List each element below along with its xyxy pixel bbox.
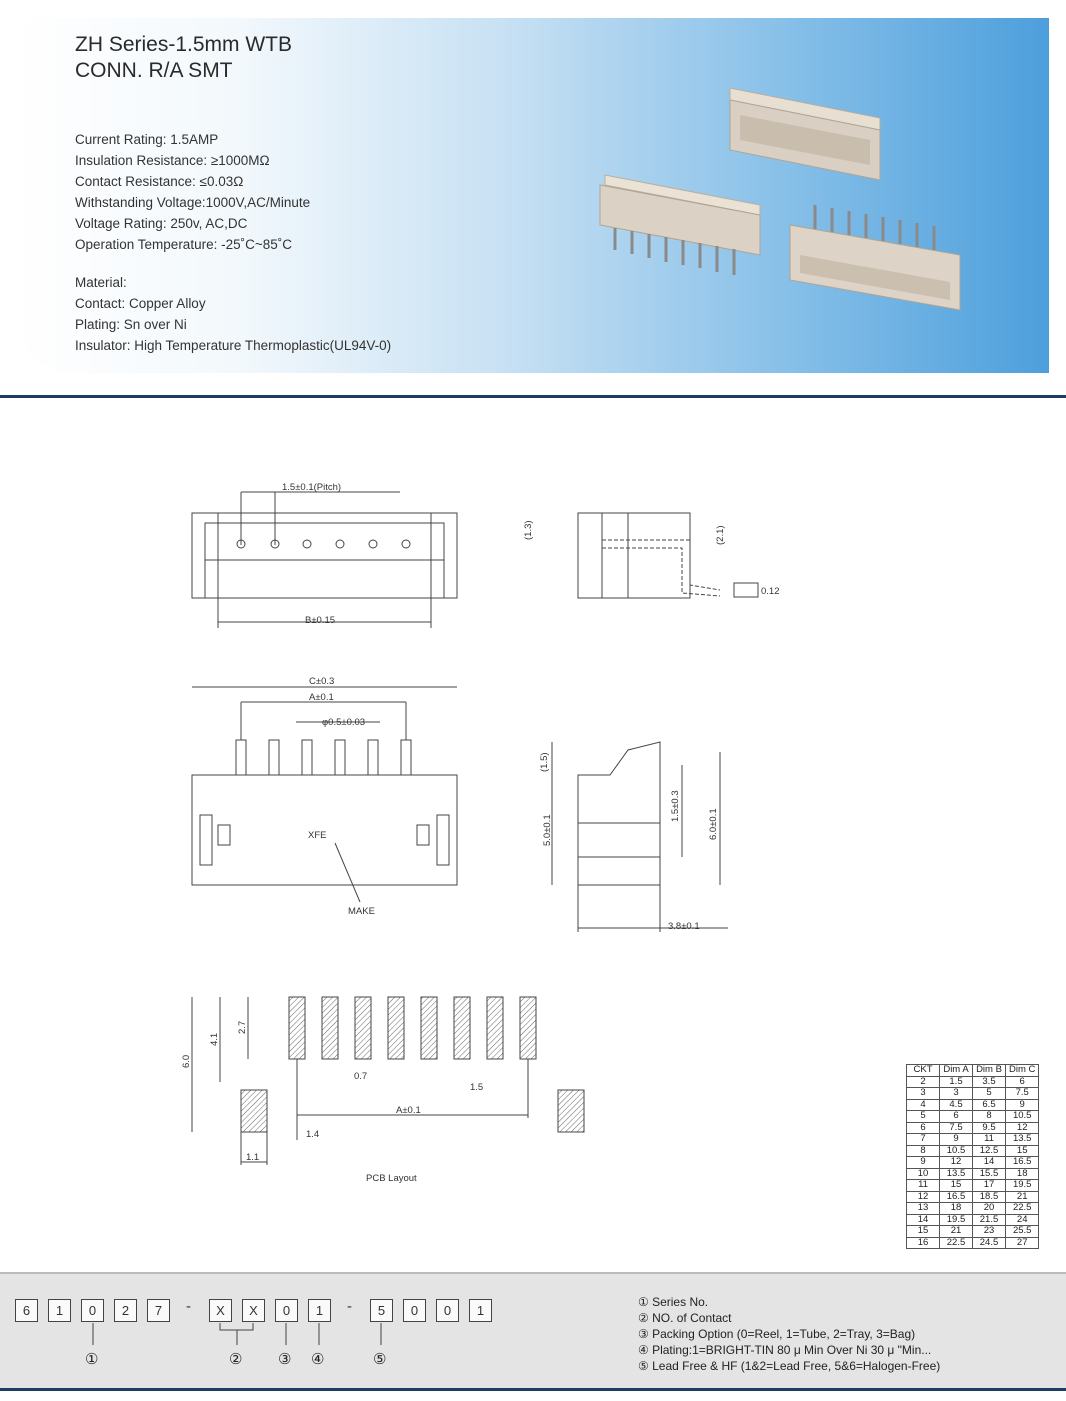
table-row xyxy=(907,1145,1039,1157)
footer-divider xyxy=(0,1388,1066,1391)
table-cell: 7.5 xyxy=(940,1122,973,1134)
table-cell: 6.5 xyxy=(973,1099,1006,1111)
legend-item: ① Series No. xyxy=(638,1295,709,1309)
pn-digit-box: 7 xyxy=(147,1299,170,1322)
table-header: Dim A xyxy=(940,1065,973,1077)
table-cell: 14 xyxy=(907,1214,940,1226)
material-plating: Plating: Sn over Ni xyxy=(75,317,187,332)
spec-voltage: Voltage Rating: 250v, AC,DC xyxy=(75,216,248,231)
legend-item: ④ Plating:1=BRIGHT-TIN 80 μ Min Over Ni 30 μ "Min... xyxy=(638,1343,932,1357)
table-cell: 23 xyxy=(973,1226,1006,1238)
table-cell: 10 xyxy=(907,1168,940,1180)
pn-digit-box: 1 xyxy=(48,1299,71,1322)
pcb-dim-07: 0.7 xyxy=(354,1071,368,1082)
pn-digit-box: X xyxy=(242,1299,265,1322)
side2-dim-d: 6.0±0.1 xyxy=(708,808,719,840)
table-cell: 24 xyxy=(1006,1214,1039,1226)
table-cell: 8 xyxy=(973,1111,1006,1123)
table-row xyxy=(907,1076,1039,1088)
table-cell: 12 xyxy=(1006,1122,1039,1134)
pn-digit-box: 0 xyxy=(436,1299,459,1322)
spec-temperature: Operation Temperature: -25˚C~85˚C xyxy=(75,237,292,252)
table-cell: 7.5 xyxy=(1006,1088,1039,1100)
side2-dim-b: 5.0±0.1 xyxy=(542,814,553,846)
b-dimension-label: B±0.15 xyxy=(305,615,336,626)
part-number-legend xyxy=(638,1294,940,1374)
table-cell: 19.5 xyxy=(940,1214,973,1226)
pcb-layout xyxy=(192,997,584,1165)
pn-marker-5: ⑤ xyxy=(373,1350,387,1368)
table-cell: 20 xyxy=(973,1203,1006,1215)
side2-dim-a: (1.5) xyxy=(539,752,550,772)
legend-item: ② NO. of Contact xyxy=(638,1311,732,1325)
title-line-1: ZH Series-1.5mm WTB xyxy=(75,33,293,56)
pn-digit-box: 0 xyxy=(275,1299,298,1322)
table-cell: 11 xyxy=(973,1134,1006,1146)
table-row xyxy=(907,1191,1039,1203)
table-row xyxy=(907,1237,1039,1249)
pins xyxy=(236,740,411,775)
table-header-row xyxy=(907,1065,1039,1077)
pcb-dim-41: 4.1 xyxy=(209,1032,220,1046)
table-cell: 12 xyxy=(940,1157,973,1169)
table-row xyxy=(907,1157,1039,1169)
table-cell: 16.5 xyxy=(1006,1157,1039,1169)
legend-item: ③ Packing Option (0=Reel, 1=Tube, 2=Tray, 3=Bag) xyxy=(638,1327,916,1341)
side-view-2 xyxy=(552,742,728,932)
title-line-2: CONN. R/A SMT xyxy=(75,59,233,82)
table-cell: 16.5 xyxy=(940,1191,973,1203)
ckt-dimension-table xyxy=(906,1064,1039,1249)
table-cell: 22.5 xyxy=(1006,1203,1039,1215)
pcb-dim-14: 1.4 xyxy=(306,1129,320,1140)
material-insulator: Insulator: High Temperature Thermoplastic(UL94V-0) xyxy=(75,338,392,353)
table-cell: 7 xyxy=(907,1134,940,1146)
table-cell: 6 xyxy=(1006,1076,1039,1088)
flatness-value: 0.12 xyxy=(761,586,780,597)
table-row xyxy=(907,1134,1039,1146)
table-cell: 2 xyxy=(907,1076,940,1088)
pcb-dim-11: 1.1 xyxy=(246,1152,260,1163)
pn-digit-box: 1 xyxy=(308,1299,331,1322)
side-view-1 xyxy=(578,513,758,598)
table-cell: 13.5 xyxy=(940,1168,973,1180)
table-row xyxy=(907,1088,1039,1100)
pn-digit-box: 2 xyxy=(114,1299,137,1322)
table-cell: 13 xyxy=(907,1203,940,1215)
c-dimension-label: C±0.3 xyxy=(309,676,335,687)
pn-marker-4: ④ xyxy=(311,1350,325,1368)
table-cell: 18.5 xyxy=(973,1191,1006,1203)
material-heading: Material: xyxy=(75,275,127,290)
pcb-dim-27: 2.7 xyxy=(237,1020,248,1034)
pn-digit-box: X xyxy=(209,1299,232,1322)
material-contact: Contact: Copper Alloy xyxy=(75,296,206,311)
xfe-marking: XFE xyxy=(308,830,327,841)
side-height-1: (1.3) xyxy=(523,520,534,540)
table-cell: 15 xyxy=(907,1226,940,1238)
table-cell: 9 xyxy=(940,1134,973,1146)
spec-contact-resistance: Contact Resistance: ≤0.03Ω xyxy=(75,174,244,189)
table-cell: 1.5 xyxy=(940,1076,973,1088)
table-cell: 14 xyxy=(973,1157,1006,1169)
table-cell: 10.5 xyxy=(940,1145,973,1157)
table-row xyxy=(907,1226,1039,1238)
table-cell: 12.5 xyxy=(973,1145,1006,1157)
table-cell: 21 xyxy=(1006,1191,1039,1203)
table-row xyxy=(907,1111,1039,1123)
pitch-label: 1.5±0.1(Pitch) xyxy=(282,482,342,493)
side-height-2: (2.1) xyxy=(715,525,726,545)
table-cell: 3.5 xyxy=(973,1076,1006,1088)
pcb-dim-a: A±0.1 xyxy=(396,1105,421,1116)
table-cell: 6 xyxy=(940,1111,973,1123)
table-row xyxy=(907,1168,1039,1180)
spec-current: Current Rating: 1.5AMP xyxy=(75,132,219,147)
table-cell: 8 xyxy=(907,1145,940,1157)
table-cell: 19.5 xyxy=(1006,1180,1039,1192)
table-cell: 16 xyxy=(907,1237,940,1249)
table-cell: 11 xyxy=(907,1180,940,1192)
table-cell: 22.5 xyxy=(940,1237,973,1249)
table-row xyxy=(907,1203,1039,1215)
table-cell: 4.5 xyxy=(940,1099,973,1111)
top-view xyxy=(192,492,457,628)
pn-dash: - xyxy=(347,1298,352,1315)
table-cell: 9.5 xyxy=(973,1122,1006,1134)
table-cell: 3 xyxy=(907,1088,940,1100)
table-cell: 5 xyxy=(907,1111,940,1123)
side2-dim-e: 3.8±0.1 xyxy=(668,921,700,932)
a-dimension-label: A±0.1 xyxy=(309,692,334,703)
legend-item: ⑤ Lead Free & HF (1&2=Lead Free, 5&6=Halogen-Free) xyxy=(638,1359,941,1373)
table-row xyxy=(907,1214,1039,1226)
table-header: Dim B xyxy=(973,1065,1006,1077)
table-cell: 15.5 xyxy=(973,1168,1006,1180)
table-cell: 25.5 xyxy=(1006,1226,1039,1238)
pn-digit-box: 5 xyxy=(370,1299,393,1322)
table-header: Dim C xyxy=(1006,1065,1039,1077)
table-header: CKT xyxy=(907,1065,940,1077)
table-cell: 9 xyxy=(907,1157,940,1169)
pn-marker-1: ① xyxy=(85,1350,99,1368)
table-cell: 15 xyxy=(1006,1145,1039,1157)
spec-withstanding: Withstanding Voltage:1000V,AC/Minute xyxy=(75,195,311,210)
pn-digit-box: 6 xyxy=(15,1299,38,1322)
table-cell: 13.5 xyxy=(1006,1134,1039,1146)
pn-digit-box: 1 xyxy=(469,1299,492,1322)
table-cell: 5 xyxy=(973,1088,1006,1100)
spec-insulation: Insulation Resistance: ≥1000MΩ xyxy=(75,153,270,168)
table-cell: 18 xyxy=(940,1203,973,1215)
table-cell: 17 xyxy=(973,1180,1006,1192)
side2-dim-c: 1.5±0.3 xyxy=(670,790,681,822)
pin-circles xyxy=(237,540,410,548)
pcb-layout-title: PCB Layout xyxy=(366,1173,417,1184)
pin-diameter-label: φ0.5±0.03 xyxy=(322,717,366,728)
pn-marker-2: ② xyxy=(229,1350,243,1368)
table-cell: 10.5 xyxy=(1006,1111,1039,1123)
table-cell: 15 xyxy=(940,1180,973,1192)
pn-dash: - xyxy=(186,1298,191,1315)
table-cell: 27 xyxy=(1006,1237,1039,1249)
pn-marker-3: ③ xyxy=(278,1350,292,1368)
table-cell: 21.5 xyxy=(973,1214,1006,1226)
table-cell: 18 xyxy=(1006,1168,1039,1180)
table-cell: 21 xyxy=(940,1226,973,1238)
table-row xyxy=(907,1099,1039,1111)
table-cell: 24.5 xyxy=(973,1237,1006,1249)
pcb-dim-6: 6.0 xyxy=(181,1054,192,1068)
table-cell: 6 xyxy=(907,1122,940,1134)
table-row xyxy=(907,1122,1039,1134)
table-cell: 12 xyxy=(907,1191,940,1203)
pcb-dim-15: 1.5 xyxy=(470,1082,484,1093)
table-cell: 4 xyxy=(907,1099,940,1111)
table-row xyxy=(907,1180,1039,1192)
table-cell: 9 xyxy=(1006,1099,1039,1111)
make-label: MAKE xyxy=(348,906,375,917)
table-cell: 3 xyxy=(940,1088,973,1100)
pn-digit-box: 0 xyxy=(403,1299,426,1322)
pn-digit-box: 0 xyxy=(81,1299,104,1322)
